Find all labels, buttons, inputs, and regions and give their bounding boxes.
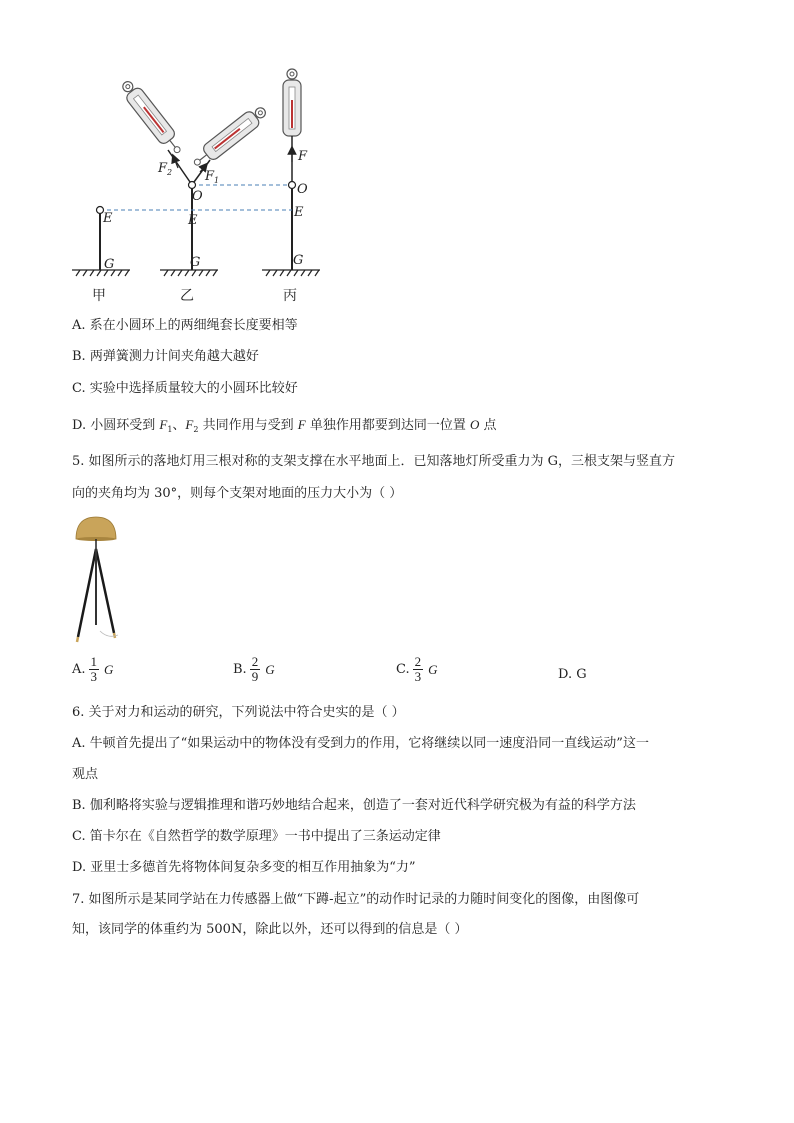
ground-yi bbox=[160, 270, 218, 276]
ring-yi bbox=[189, 182, 196, 189]
q5-option-c: C. $\frac{2}{3}$ G bbox=[396, 654, 438, 684]
q4-option-a: A. 系在小圆环上的两细绳套长度要相等 bbox=[72, 318, 298, 333]
q6-option-b: B. 伽利略将实验与逻辑推理和谐巧妙地结合起来，创造了一套对近代科学研究极为有益的科学方法 bbox=[72, 798, 636, 813]
spring-balance-f1 bbox=[189, 103, 269, 171]
q6-option-d: D. 亚里士多德首先将物体间复杂多变的相互作用抽象为“力” bbox=[72, 860, 416, 875]
label-f2: $F_2$ bbox=[158, 161, 173, 177]
caption-yi: 乙 bbox=[180, 288, 194, 304]
q5-stem-line2: 向的夹角均为 30°，则每个支架对地面的压力大小为（ ） bbox=[72, 486, 403, 501]
q7-stem-line2: 知，该同学的体重约为 500N，除此以外，还可以得到的信息是（ ） bbox=[72, 922, 468, 937]
q7-stem-line1: 7. 如图所示是某同学站在力传感器上做“下蹲-起立”的动作时记录的力随时间变化的图像，由图像可 bbox=[72, 892, 640, 907]
fraction-two-thirds: $\frac{2}{3}$ bbox=[414, 654, 422, 684]
label-g-yi: G bbox=[190, 255, 201, 270]
ring-bing bbox=[289, 182, 296, 189]
label-o-bing: O bbox=[297, 182, 308, 197]
q6-option-a-line1: A. 牛顿首先提出了“如果运动中的物体没有受到力的作用，它将继续以同一速度沿同一直线运动”这一 bbox=[72, 736, 649, 751]
q4-option-d: D. 小圆环受到 $F_1$、$F_2$ 共同作用与受到 F 单独作用都要到达同一位置 O 点 bbox=[72, 417, 497, 434]
label-e-yi: E bbox=[188, 213, 198, 228]
q6-option-c: C. 笛卡尔在《自然哲学的数学原理》一书中提出了三条运动定律 bbox=[72, 829, 441, 844]
label-e-bing: E bbox=[294, 205, 304, 220]
caption-bing: 丙 bbox=[283, 288, 297, 304]
q4-option-b: B. 两弹簧测力计间夹角越大越好 bbox=[72, 349, 259, 364]
force-experiment-diagram bbox=[60, 60, 340, 310]
label-g-bing: G bbox=[293, 253, 304, 268]
label-g-jia: G bbox=[104, 257, 115, 272]
q5-stem-line1: 5. 如图所示的落地灯用三根对称的支架支撑在水平地面上．已知落地灯所受重力为 G，三根支架与竖直方 bbox=[72, 454, 676, 469]
q5-option-b: B. $\frac{2}{9}$ G bbox=[233, 654, 275, 684]
label-o-yi: O bbox=[192, 189, 203, 204]
label-e-jia: E bbox=[103, 211, 113, 226]
label-f1: $F_1$ bbox=[205, 169, 220, 185]
q5-option-d: D. G bbox=[558, 667, 587, 682]
q5-option-a: A. $\frac{1}{3}$ G bbox=[72, 654, 114, 684]
label-f: F bbox=[298, 149, 308, 164]
spring-balance-f2 bbox=[118, 77, 186, 157]
caption-jia: 甲 bbox=[92, 288, 106, 304]
spring-balance-f bbox=[283, 69, 301, 136]
floor-lamp-image bbox=[70, 515, 122, 645]
q6-stem: 6. 关于对力和运动的研究，下列说法中符合史实的是（ ） bbox=[72, 705, 405, 720]
string-f2 bbox=[168, 150, 190, 182]
q6-option-a-line2: 观点 bbox=[72, 767, 99, 782]
fraction-two-ninths: $\frac{2}{9}$ bbox=[251, 654, 259, 684]
q4-option-c: C. 实验中选择质量较大的小圆环比较好 bbox=[72, 381, 298, 396]
ground-jia bbox=[72, 270, 130, 276]
fraction-one-third: $\frac{1}{3}$ bbox=[90, 654, 98, 684]
ground-bing bbox=[262, 270, 320, 276]
